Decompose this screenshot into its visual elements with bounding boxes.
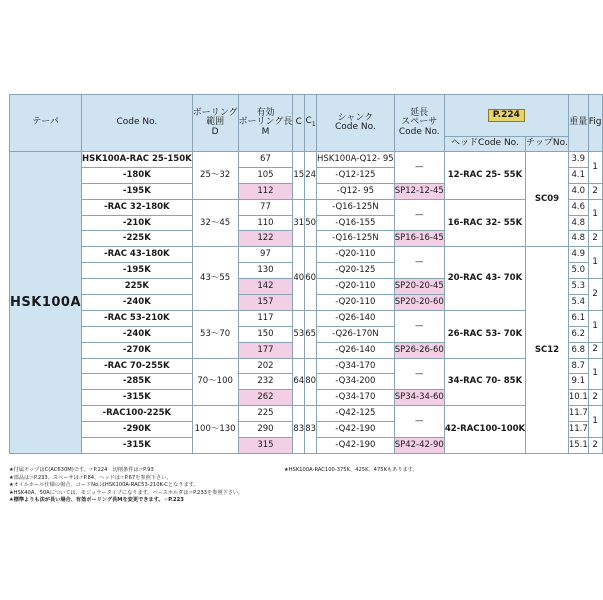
m-cell: 262 [238,390,293,406]
code-cell: HSK100A-RAC 25-150K [82,152,193,168]
shank-cell: -Q16-125N [317,199,395,215]
m-cell: 112 [238,183,293,199]
range-cell: 32～45 [192,199,238,247]
c-cell: 15 [293,152,305,200]
code-cell: -285K [82,374,193,390]
m-cell: 150 [238,326,293,342]
c-cell: 40 [293,247,305,311]
col-extension-spacer: 延長 スペーサ Code No. [394,95,444,152]
fig-cell: 2 [588,231,602,247]
table-row [10,406,603,422]
weight-cell: 5.3 [568,279,588,295]
col-boring-range: ボーリング 範囲 D [192,95,238,152]
table-row [10,152,603,168]
weight-cell: 4.1 [568,167,588,183]
fig-cell: 2 [588,342,602,358]
code-cell: 225K [82,279,193,295]
fig-cell: 1 [588,247,602,279]
weight-cell: 4.8 [568,215,588,231]
col-page-ref [444,95,568,137]
footnote: ★部品は☞P.233、スペーサは☞P.84、ヘッドは☞P.67を参照下さい。 [9,474,172,481]
table-row [10,199,603,215]
shank-cell: -Q42-190 [317,422,395,438]
footnote-right: ★HSK100A-RAC100-375K、425K、475Kもあります。 [284,467,418,473]
m-cell: 97 [238,247,293,263]
code-cell: -195K [82,263,193,279]
code-cell: -225K [82,231,193,247]
spacer-cell: SP12-12-45 [394,183,444,199]
code-cell: -315K [82,390,193,406]
col-chip-no: チップNo. [526,137,569,152]
m-cell: 105 [238,167,293,183]
col-c: C [293,95,305,152]
fig-cell: 1 [588,152,602,184]
spacer-cell: — [394,152,444,184]
fig-cell: 2 [588,390,602,406]
col-weight: 重量 [568,95,588,152]
table-row [10,358,603,374]
code-cell: -RAC 53-210K [82,310,193,326]
m-cell: 315 [238,438,293,454]
fig-cell: 2 [588,279,602,311]
code-cell: -RAC 70-255K [82,358,193,374]
code-cell: -RAC 43-180K [82,247,193,263]
range-cell: 100～130 [192,406,238,454]
c-cell: 64 [293,358,305,406]
head-cell: 42-RAC100-100K [444,406,525,454]
m-cell: 130 [238,263,293,279]
spacer-cell: SP16-16-45 [394,231,444,247]
fig-cell: 1 [588,358,602,390]
weight-cell: 4.6 [568,199,588,215]
weight-cell: 11.7 [568,422,588,438]
code-cell: -270K [82,342,193,358]
spacer-cell: — [394,247,444,279]
shank-cell: -Q34-170 [317,390,395,406]
m-cell: 67 [238,152,293,168]
header-row-1 [10,95,603,137]
spec-table-container [9,94,603,454]
shank-cell: -Q34-200 [317,374,395,390]
spacer-cell: — [394,358,444,390]
spacer-cell: SP20-20-45 [394,279,444,295]
chip-cell: SC12 [526,247,569,454]
head-cell: 20-RAC 43- 70K [444,247,525,311]
m-cell: 232 [238,374,293,390]
m-cell: 202 [238,358,293,374]
c1-cell: 60 [305,247,317,311]
shank-cell: -Q42-190 [317,438,395,454]
c-cell: 31 [293,199,305,247]
weight-cell: 8.7 [568,358,588,374]
range-cell: 43～55 [192,247,238,311]
code-cell: -180K [82,167,193,183]
weight-cell: 5.4 [568,295,588,311]
m-cell: 177 [238,342,293,358]
spacer-cell: — [394,199,444,231]
spacer-cell: SP42-42-90 [394,438,444,454]
shank-cell: HSK100A-Q12- 95 [317,152,395,168]
shank-cell: -Q20-110 [317,295,395,311]
code-cell: -195K [82,183,193,199]
c1-cell: 65 [305,310,317,358]
head-cell: 34-RAC 70- 85K [444,358,525,406]
m-cell: 142 [238,279,293,295]
fig-cell: 1 [588,406,602,438]
col-taper: テーパ [10,95,82,152]
weight-cell: 4.9 [568,247,588,263]
c1-cell: 50 [305,199,317,247]
head-cell: 16-RAC 32- 55K [444,199,525,247]
m-cell: 225 [238,406,293,422]
footnote: ★付属チップはC(AC630M)です。☞P.224 切削条件は☞P.93 [9,467,154,473]
m-cell: 157 [238,295,293,311]
code-cell: -240K [82,295,193,311]
shank-cell: -Q26-140 [317,310,395,326]
weight-cell: 6.2 [568,326,588,342]
fig-cell: 1 [588,310,602,342]
weight-cell: 3.9 [568,152,588,168]
m-cell: 77 [238,199,293,215]
range-cell: 25～32 [192,152,238,200]
weight-cell: 6.8 [568,342,588,358]
page-ref-badge[interactable]: P.224 [488,109,525,122]
chip-cell: SC09 [526,152,569,247]
head-cell: 26-RAC 53- 70K [444,310,525,358]
head-cell: 12-RAC 25- 55K [444,152,525,200]
m-cell: 290 [238,422,293,438]
spacer-cell: — [394,406,444,438]
shank-cell: -Q42-125 [317,406,395,422]
weight-cell: 5.0 [568,263,588,279]
col-code-no: Code No. [82,95,193,152]
spacer-cell: SP20-20-60 [394,295,444,311]
taper-cell: HSK100A [10,152,82,454]
col-shank: シャンク Code No. [317,95,395,152]
spacer-cell: — [394,310,444,342]
col-head-code: ヘッドCode No. [444,137,525,152]
c1-cell: 80 [305,358,317,406]
fig-cell: 2 [588,183,602,199]
weight-cell: 4.0 [568,183,588,199]
footnote: ★オイルホール仕様の場合、コードNo.はHSK100A-RAC53-210K-Cとなります。 [9,482,199,489]
code-cell: -240K [82,326,193,342]
code-cell: -210K [82,215,193,231]
shank-cell: -Q16-155 [317,215,395,231]
footnotes [9,467,243,505]
shank-cell: -Q20-110 [317,247,395,263]
m-cell: 122 [238,231,293,247]
shank-cell: -Q20-125 [317,263,395,279]
c-cell: 83 [293,406,305,454]
c-cell: 53 [293,310,305,358]
col-c1: $C_1$ [305,95,317,152]
spacer-cell: SP34-34-60 [394,390,444,406]
c1-cell: 83 [305,406,317,454]
weight-cell: 6.1 [568,310,588,326]
shank-cell: -Q12-125 [317,167,395,183]
spacer-cell: SP26-26-60 [394,342,444,358]
col-effective-length: 有効 ボーリング長 M [238,95,293,152]
code-cell: -RAC 32-180K [82,199,193,215]
weight-cell: 4.8 [568,231,588,247]
col-fig: Fig [588,95,602,152]
fig-cell: 2 [588,438,602,454]
code-cell: -315K [82,438,193,454]
footnote: ★標準よりも法が長い場合、有効ボーリング長Mを変更できます。☞P.223 [9,497,184,504]
footnote: ★HSK40A、50Aについては、モジュラータイプになります。ベースホルダは☞P.233を参照下さい。 [9,489,244,496]
shank-cell: -Q34-170 [317,358,395,374]
code-cell: -290K [82,422,193,438]
shank-cell: -Q12- 95 [317,183,395,199]
fig-cell: 1 [588,199,602,231]
shank-cell: -Q20-110 [317,279,395,295]
weight-cell: 10.1 [568,390,588,406]
table-row [10,247,603,263]
m-cell: 110 [238,215,293,231]
range-cell: 53～70 [192,310,238,358]
table-row [10,310,603,326]
c1-cell: 24 [305,152,317,200]
range-cell: 70～100 [192,358,238,406]
shank-cell: -Q26-170N [317,326,395,342]
code-cell: -RAC100-225K [82,406,193,422]
shank-cell: -Q16-125N [317,231,395,247]
weight-cell: 9.1 [568,374,588,390]
shank-cell: -Q26-140 [317,342,395,358]
m-cell: 117 [238,310,293,326]
weight-cell: 11.7 [568,406,588,422]
weight-cell: 15.1 [568,438,588,454]
spec-table [9,94,603,454]
